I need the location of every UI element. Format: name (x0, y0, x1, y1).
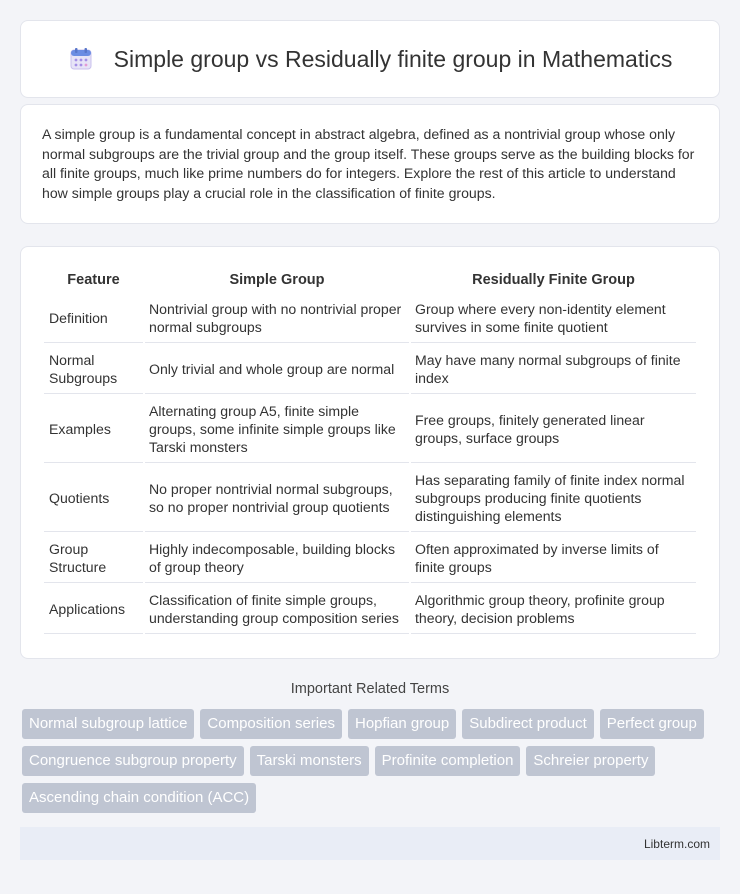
table-row (44, 294, 696, 343)
related-term-tag[interactable]: Tarski monsters (250, 746, 369, 776)
related-term-tag[interactable]: Congruence subgroup property (22, 746, 244, 776)
simple-group-cell: Alternating group A5, finite simple groups, some infinite simple groups like Tarski monsters (145, 396, 409, 463)
table-row (44, 585, 696, 634)
table-row (44, 396, 696, 463)
simple-group-cell: No proper nontrivial normal subgroups, so no proper nontrivial group quotients (145, 465, 409, 532)
related-term-tag[interactable]: Ascending chain condition (ACC) (22, 783, 256, 813)
residually-finite-cell: Algorithmic group theory, profinite group theory, decision problems (411, 585, 696, 634)
table-row (44, 465, 696, 532)
feature-cell: Definition (44, 294, 143, 343)
related-term-tag[interactable]: Composition series (200, 709, 342, 739)
calendar-icon (68, 46, 94, 72)
header-feature: Feature (67, 272, 120, 288)
table-row (44, 534, 696, 583)
table-header-row (44, 269, 696, 292)
intro-text: A simple group is a fundamental concept in abstract algebra, defined as a nontrivial group whose only normal subgroups are the trivial group and the group itself. These groups serve as the building blocks for all finite groups, much like prime numbers do for integers. Explore the rest of this article to understand how simple groups play a crucial role in the classification of finite groups. (42, 126, 695, 201)
related-term-tag[interactable]: Profinite completion (375, 746, 521, 776)
residually-finite-cell: Free groups, finitely generated linear groups, surface groups (411, 396, 696, 463)
simple-group-cell: Classification of finite simple groups, understanding group composition series (145, 585, 409, 634)
related-term-tag[interactable]: Schreier property (526, 746, 655, 776)
page-title: Simple group vs Residually finite group in Mathematics (113, 45, 673, 72)
residually-finite-cell: Has separating family of finite index normal subgroups producing finite quotients distinguishing elements (411, 465, 696, 532)
table-row (44, 345, 696, 394)
intro-card (20, 104, 720, 224)
footer (20, 827, 720, 860)
residually-finite-cell: May have many normal subgroups of finite index (411, 345, 696, 394)
header-simple-group: Simple Group (229, 272, 325, 288)
feature-cell: Group Structure (44, 534, 143, 583)
related-term-tag[interactable]: Normal subgroup lattice (22, 709, 194, 739)
simple-group-cell: Nontrivial group with no nontrivial proper normal subgroups (145, 294, 409, 343)
related-term-tag[interactable]: Subdirect product (462, 709, 594, 739)
comparison-table-card (20, 246, 720, 659)
related-terms-title: Important Related Terms (290, 681, 450, 697)
related-term-tag[interactable]: Hopfian group (348, 709, 456, 739)
feature-cell: Examples (44, 396, 143, 463)
header-card (20, 20, 720, 98)
related-term-tag[interactable]: Perfect group (600, 709, 704, 739)
related-terms-list (22, 709, 720, 813)
residually-finite-cell: Group where every non-identity element survives in some finite quotient (411, 294, 696, 343)
header-residually-finite-group: Residually Finite Group (472, 272, 635, 288)
simple-group-cell: Only trivial and whole group are normal (145, 345, 409, 394)
footer-site-link[interactable]: Libterm.com (643, 836, 710, 851)
feature-cell: Applications (44, 585, 143, 634)
feature-cell: Quotients (44, 465, 143, 532)
feature-cell: Normal Subgroups (44, 345, 143, 394)
residually-finite-cell: Often approximated by inverse limits of finite groups (411, 534, 696, 583)
simple-group-cell: Highly indecomposable, building blocks of group theory (145, 534, 409, 583)
comparison-table (42, 267, 698, 636)
